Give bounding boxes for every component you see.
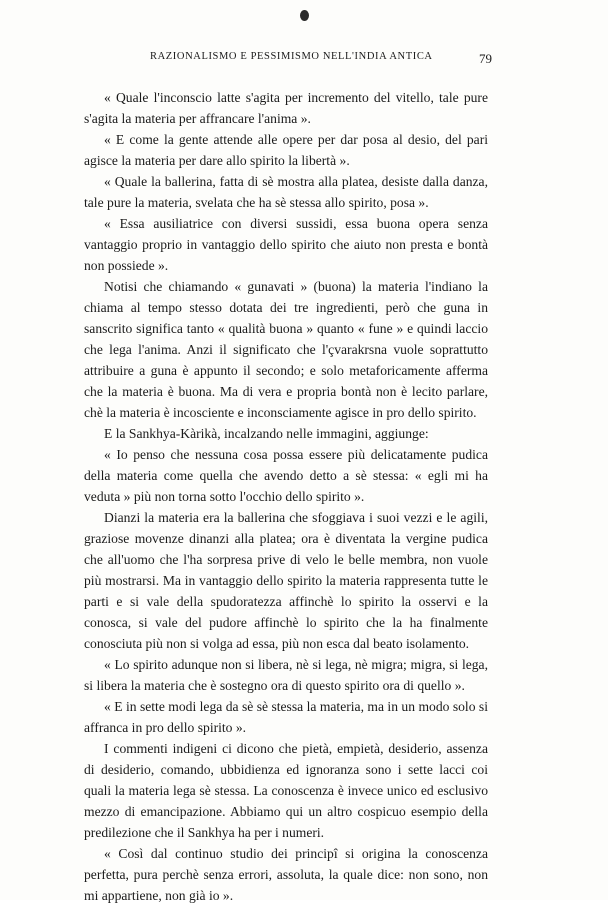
body-text	[84, 87, 488, 906]
paragraph: « Lo spirito adunque non si libera, nè si lega, nè migra; migra, si lega, si libera la materia che è sostegno ora di questo spirito ora di quello ».	[84, 657, 488, 693]
running-title: RAZIONALISMO E PESSIMISMO NELL'INDIA ANTICA	[150, 51, 433, 62]
page-number: 79	[479, 51, 492, 66]
binding-hole-mark	[300, 10, 309, 21]
paragraph: « Quale l'inconscio latte s'agita per incremento del vitello, tale pure s'agita la materia per affrancare l'anima ».	[84, 90, 488, 126]
paragraph: « E come la gente attende alle opere per dar posa al desio, del pari agisce la materia per dare allo spirito la libertà ».	[84, 132, 488, 168]
paragraph: « Io penso che nessuna cosa possa essere più delicatamente pudica della materia come quella che avendo detto a sè stessa: « egli mi ha veduta » più non torna sotto l'occhio dello spirito ».	[84, 447, 488, 504]
paragraph: « E in sette modi lega da sè sè stessa la materia, ma in un modo solo si affranca in pro dello spirito ».	[84, 699, 488, 735]
paragraph: « Così dal continuo studio dei principî si origina la conoscenza perfetta, pura perchè senza errori, assoluta, la quale dice: non sono, non mi appartiene, non già io ».	[84, 846, 488, 903]
paragraph: « Quale la ballerina, fatta di sè mostra alla platea, desiste dalla danza, tale pure la materia, svelata che ha sè stessa allo spirito, posa ».	[84, 174, 488, 210]
paragraph: « Essa ausiliatrice con diversi sussidi, essa buona opera senza vantaggio proprio in vantaggio dello spirito che aiuto non presta e bontà non possiede ».	[84, 216, 488, 273]
paragraph: Dianzi la materia era la ballerina che sfoggiava i suoi vezzi e le agili, graziose movenze dinanzi alla platea; ora è diventata la vergine pudica che all'uomo che l'ha sorpresa prive di velo le belle membra, non vuole più mostrarsi. Ma in vantaggio dello spirito la materia rappresenta tutte le parti e si vale della spudoratezza affinchè lo spirito la osservi e la conosca, si vale del pudore affinchè lo spirito che la ha finalmente conosciuta più non si volga ad essa, più non esca dal beato isolamento.	[84, 510, 488, 651]
paragraph: I commenti indigeni ci dicono che pietà, empietà, desiderio, assenza di desiderio, comando, ubbidienza ed ignoranza sono i sette lacci coi quali la materia lega sè stessa. La conoscenza è invece unico ed esclusivo mezzo di emancipazione. Abbiamo qui un altro cospicuo esempio della predilezione che il Sankhya ha per i numeri.	[84, 741, 488, 840]
paragraph: E la Sankhya-Kàrikà, incalzando nelle immagini, aggiunge:	[104, 426, 429, 441]
paragraph: Notisi che chiamando « gunavati » (buona) la materia l'indiano la chiama al tempo stesso dotata dei tre ingredienti, però che guna in sanscrito significa tanto « qualità buona » quanto « fune » e quindi laccio che lega l'anima. Anzi il significato che l'çvarakrsna vuole soprattutto attribuire a guna è appunto il secondo; e solo metaforicamente afferma che la materia è buona. Ma di vera e propria bontà non è lecito parlare, chè la materia è incosciente e inconsciamente agisce in pro dello spirito.	[84, 279, 488, 420]
